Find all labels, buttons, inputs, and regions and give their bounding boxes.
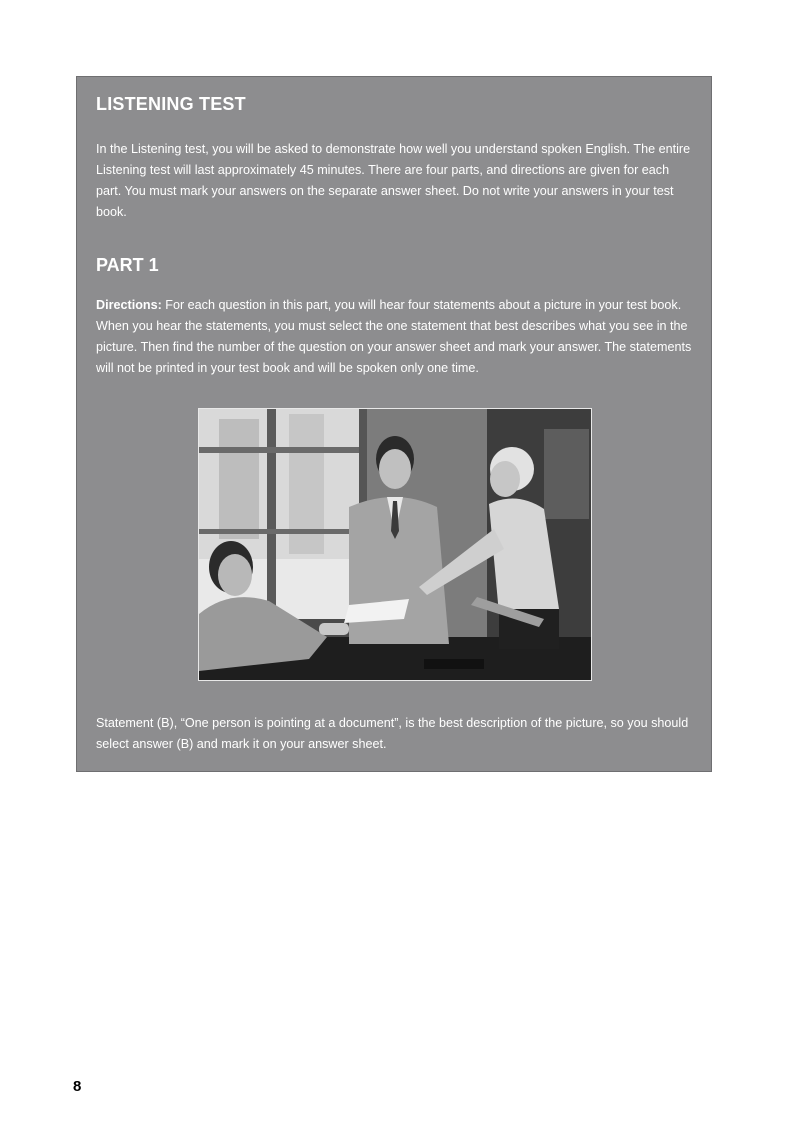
page-number: 8 bbox=[73, 1078, 82, 1095]
office-meeting-photo bbox=[198, 408, 592, 681]
photo-illustration bbox=[199, 409, 591, 680]
directions-paragraph bbox=[96, 295, 696, 379]
part-title: PART 1 bbox=[96, 255, 159, 275]
example-paragraph: Statement (B), “One person is pointing at a document”, is the best description of the picture, so you should select answer (B) and mark it on your answer sheet. bbox=[96, 716, 689, 751]
section-title: LISTENING TEST bbox=[96, 94, 246, 114]
listening-test-panel bbox=[76, 76, 712, 772]
intro-paragraph: In the Listening test, you will be asked to demonstrate how well you understand spoken English. The entire Listening test will last approximately 45 minutes. There are four parts, and directions are given for each part. You must mark your answers on the separate answer sheet. Do not write your answers in your test book. bbox=[96, 142, 691, 219]
directions-text: For each question in this part, you will hear four statements about a picture in your test book. When you hear the statements, you must select the one statement that best describes what you see in the picture. Then find the number of the question on your answer sheet and mark your answer. The statements will not be printed in your test book and will be spoken only one time. bbox=[96, 298, 692, 375]
directions-label: Directions: bbox=[96, 298, 162, 312]
